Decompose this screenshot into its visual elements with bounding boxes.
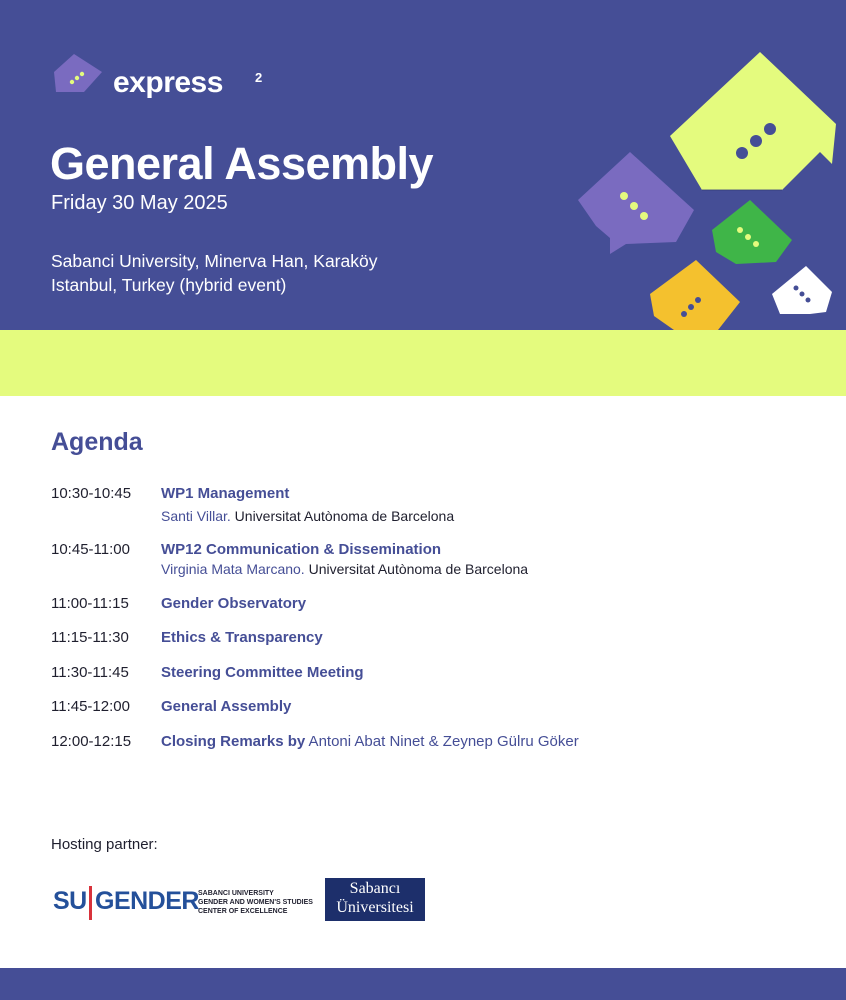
speaker-org: Universitat Autònoma de Barcelona [304,561,529,577]
green-chat-bubble-icon [712,200,792,264]
agenda-heading: Agenda [51,428,143,456]
sabanci-university-logo [325,878,425,921]
white-chat-bubble-icon [772,266,832,314]
sabanci-logo-line: Üniversitesi [336,899,414,916]
chat-bubble-logo-icon [50,50,108,98]
purple-chat-bubble-icon [578,152,694,254]
agenda-session: General Assembly [161,698,292,715]
brand-logo-superscript: 2 [255,70,263,85]
agenda-speaker [161,508,454,524]
agenda-session: WP12 Communication & Dissemination [161,541,442,558]
lime-accent-band [0,330,846,396]
chat-bubbles-illustration [570,40,846,330]
yellow-chat-bubble-icon [650,260,740,330]
speaker-org: Universitat Autònoma de Barcelona [230,508,455,524]
sugender-gender-text: GENDER [95,887,199,915]
event-venue: Sabanci University, Minerva Han, Karaköy [51,251,378,271]
agenda-time: 11:00-11:15 [51,595,129,612]
sugender-divider [89,886,92,920]
hosting-partner-label: Hosting partner: [51,836,158,853]
header-banner [0,0,846,330]
sugender-subtitle-line: CENTER OF EXCELLENCE [198,908,288,915]
agenda-time: 10:45-11:00 [51,541,130,558]
agenda-session: Ethics & Transparency [161,629,323,646]
event-title: General Assembly [50,138,434,189]
event-date: Friday 30 May 2025 [51,192,228,214]
closing-remarks-label: Closing Remarks by [161,733,306,750]
agenda-time: 12:00-12:15 [51,733,132,750]
agenda-session: WP1 Management [161,485,290,502]
sabanci-logo-line: Sabancı [349,880,401,897]
sugender-subtitle-line: GENDER AND WOMEN'S STUDIES [198,899,313,906]
agenda-time: 11:15-11:30 [51,629,129,646]
sugender-subtitle-line: SABANCI UNIVERSITY [198,890,274,897]
event-location: Istanbul, Turkey (hybrid event) [51,275,287,295]
sugender-su-text: SU [53,887,87,915]
agenda-session: Steering Committee Meeting [161,664,364,681]
agenda-time: 11:30-11:45 [51,664,129,681]
speaker-name: Virginia Mata Marcano. [161,561,305,577]
speaker-name: Santi Villar. [161,508,231,524]
closing-remarks-speakers: Antoni Abat Ninet & Zeynep Gülru Göker [305,733,579,750]
agenda-time: 10:30-10:45 [51,485,132,502]
agenda-time: 11:45-12:00 [51,698,130,715]
lime-chat-bubble-icon [670,52,836,190]
brand-logo-text: express [113,66,223,99]
agenda-session: Gender Observatory [161,595,307,612]
footer-band [0,968,846,1000]
agenda-speaker [161,561,528,577]
sugender-subtitle [198,889,313,916]
agenda-session [161,733,579,750]
